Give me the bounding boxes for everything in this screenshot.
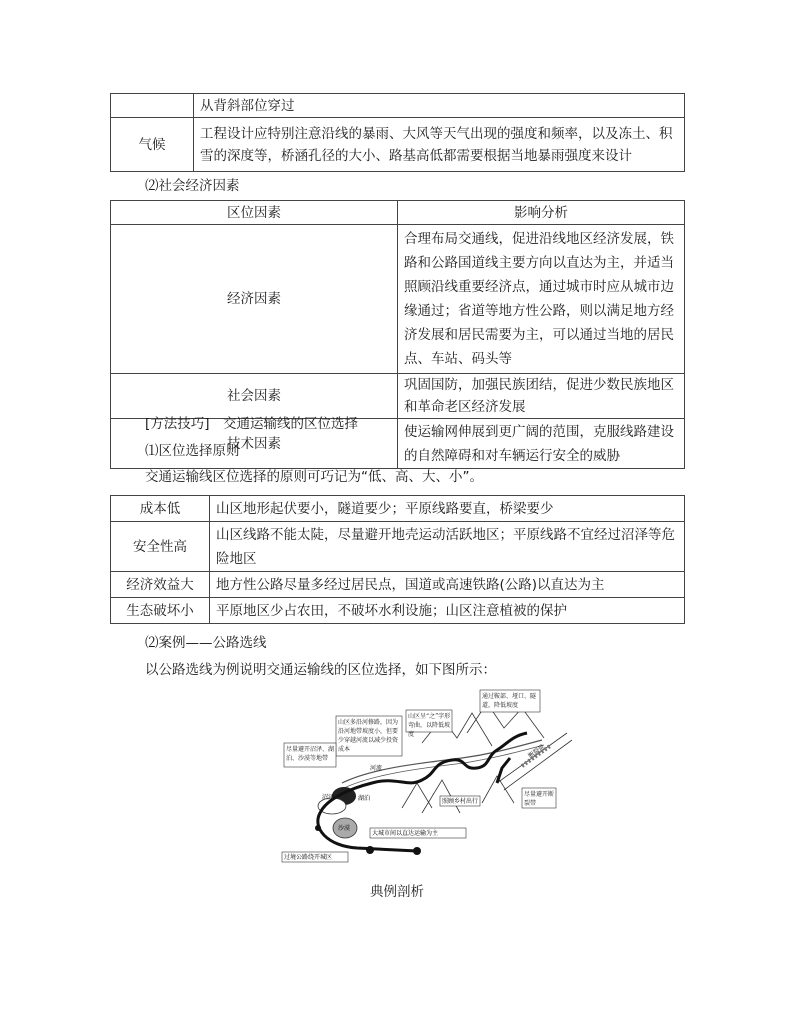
analysis-cell: 工程设计应特别注意沿线的暴雨、大风等天气出现的强度和频率，以及冻土、积雪的深度等，桥涵孔径的大小、路基高低都需要根据当地暴雨强度来设计 (194, 118, 685, 172)
principles-table (110, 495, 685, 624)
analysis-cell: 合理布局交通线，促进沿线地区经济发展，铁路和公路国道线主要方向以直达为主，并适当照顾沿线重要经济点，通过城市时应从城市边缘通过；省道等地方性公路，则以满足地方经济发展和居民需要为主，可以通过当地的居民点、车站、码头等 (398, 225, 685, 374)
analysis-cell: 使运输网伸展到更广阔的范围，克服线路建设的自然障碍和对车辆运行安全的威胁 (398, 419, 685, 469)
desert-label: 沙漠 (338, 825, 351, 832)
factor-cell: 经济效益大 (111, 572, 210, 598)
analysis-cell: 平原地区少占农田，不破坏水利设施；山区注意植被的保护 (210, 598, 685, 624)
factor-cell: 成本低 (111, 496, 210, 522)
city-dot (413, 847, 421, 855)
river-label: 河流 (370, 765, 383, 772)
analysis-cell: 从背斜部位穿过 (194, 94, 685, 118)
factor-cell: 经济因素 (111, 225, 398, 374)
fault-zone-label: 断裂带 (527, 743, 546, 760)
factor-cell: 安全性高 (111, 522, 210, 572)
factor-cell: 技术因素 (111, 419, 398, 469)
label-river: 山区多沿河修路，因为沿河地带坡度小，但要少穿越河流以减少投资成本 (336, 716, 402, 756)
factor-cell: 生态破坏小 (111, 598, 210, 624)
road-route-diagram (282, 688, 572, 868)
factor-cell: 气候 (111, 118, 194, 172)
svg-text:照顾乡村出行: 照顾乡村出行 (442, 798, 479, 805)
svg-text:过境公路绕开城区: 过境公路绕开城区 (284, 854, 333, 861)
label-avoid-swamp: 尽量避开沼泽、湖泊、沙漠等地带 (284, 743, 336, 767)
label-pass: 通过鞍部、垭口、隧道，降低坡度 (480, 690, 540, 712)
label-direct (370, 828, 466, 838)
city-dot (366, 846, 374, 854)
label-zigzag: 山区呈“之”字形弯曲，以降低坡度 (406, 710, 452, 732)
svg-text:大城市间以直达运输为主: 大城市间以直达运输为主 (372, 830, 439, 837)
subsection-title: ⑵案例——公路选线 (145, 635, 267, 651)
case-intro: 以公路选线为例说明交通运输线的区位选择，如下图所示： (145, 662, 496, 678)
header-factor: 区位因素 (111, 201, 398, 225)
table-row (111, 598, 685, 624)
factor-cell: 社会因素 (111, 374, 398, 419)
table-row (111, 522, 685, 572)
analysis-cell: 巩固国防，加强民族团结，促进少数民族地区和革命老区经济发展 (398, 374, 685, 419)
table-row (111, 374, 685, 419)
label-bypass (282, 852, 348, 862)
table-row (111, 118, 685, 172)
table-row (111, 572, 685, 598)
section-title: ⑵社会经济因素 (145, 178, 240, 194)
method-title: [方法技巧] 交通运输线的区位选择 (145, 416, 359, 432)
table-header-row (111, 201, 685, 225)
factor-cell (111, 94, 194, 118)
label-fault: 尽量避开断裂带 (522, 788, 556, 808)
analysis-cell: 山区线路不能太陡，尽量避开地壳运动活跃地区；平原线路不宜经过沼泽等危险地区 (210, 522, 685, 572)
header-analysis: 影响分析 (398, 201, 685, 225)
table-row (111, 94, 685, 118)
city-dot (315, 825, 321, 831)
subsection-title: ⑴区位选择原则 (145, 443, 240, 459)
principle-text: 交通运输线区位选择的原则可巧记为“低、高、大、小”。 (145, 469, 483, 485)
analysis-cell: 山区地形起伏要小，隧道要少；平原线路要直，桥梁要少 (210, 496, 685, 522)
table-row (111, 496, 685, 522)
swamp-label: 沼泽 (322, 794, 335, 801)
natural-factors-table-continued (110, 93, 685, 172)
table-row (111, 225, 685, 374)
lake-label: 湖泊 (358, 795, 371, 802)
diagram-caption: 典例剖析 (370, 884, 424, 900)
analysis-cell: 地方性公路尽量多经过居民点，国道或高速铁路(公路)以直达为主 (210, 572, 685, 598)
label-villages (440, 796, 480, 806)
